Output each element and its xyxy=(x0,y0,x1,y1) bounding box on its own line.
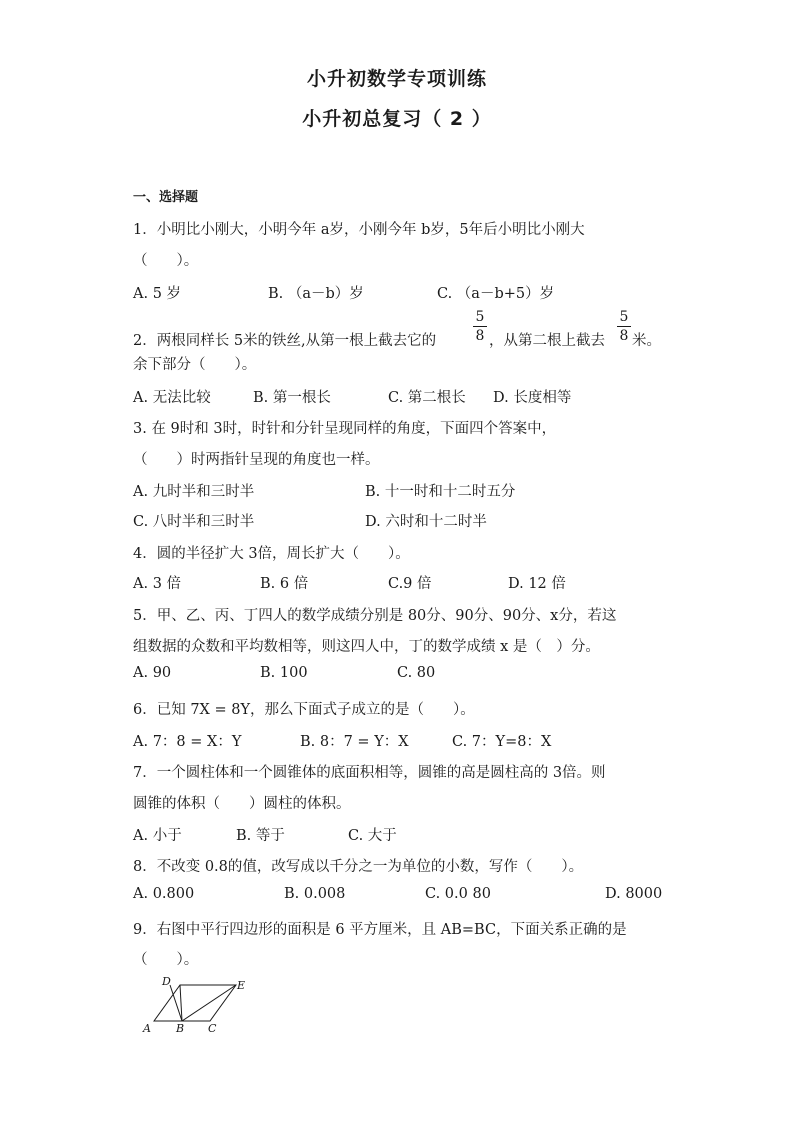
question-1-text: 1．小明比小刚大，小明今年 a岁，小刚今年 b岁，5年后小明比小刚大 xyxy=(133,222,585,238)
q2-fraction-1 xyxy=(473,309,487,344)
question-1-blank: （ ）。 xyxy=(133,253,199,269)
question-3-blank: （ ）时两指针呈现的角度也一样。 xyxy=(133,452,380,468)
q6-option-a: A. 7：8 = X：Y xyxy=(133,734,242,750)
question-7-text-line1: 7．一个圆柱体和一个圆锥体的底面积相等，圆锥的高是圆柱高的 3倍。则 xyxy=(133,765,606,781)
q1-option-c: C. （a－b+5）岁 xyxy=(437,286,555,302)
question-2-text-part1: 2．两根同样长 5米的铁丝,从第一根上截去它的 xyxy=(133,333,437,349)
q2-fraction-2-numerator: 5 xyxy=(619,309,629,325)
question-9-text: 9．右图中平行四边形的面积是 6 平方厘米，且 AB=BC，下面关系正确的是 xyxy=(133,922,627,938)
q3-option-b: B. 十一时和十二时五分 xyxy=(365,484,516,500)
q5-option-b: B. 100 xyxy=(260,665,308,681)
fraction-bar xyxy=(473,326,487,327)
q7-option-a: A. 小于 xyxy=(133,828,182,844)
question-2-blank: 余下部分（ ）。 xyxy=(133,357,257,373)
q2-option-a: A. 无法比较 xyxy=(133,390,211,406)
q6-option-c: C. 7：Y=8：X xyxy=(452,734,552,750)
q2-option-d: D. 长度相等 xyxy=(493,390,572,406)
page-title: 小升初数学专项训练 xyxy=(306,68,487,90)
q7-option-c: C. 大于 xyxy=(348,828,397,844)
q2-option-c: C. 第二根长 xyxy=(388,390,466,406)
question-2-text-part2: ，从第二根上截去 xyxy=(489,333,605,349)
parallelogram-outline xyxy=(154,985,236,1021)
section-heading: 一、选择题 xyxy=(133,190,199,205)
q2-option-b: B. 第一根长 xyxy=(253,390,331,406)
q4-option-a: A. 3 倍 xyxy=(133,576,182,592)
q1-option-a: A. 5 岁 xyxy=(133,286,182,302)
q3-option-c: C. 八时半和三时半 xyxy=(133,514,255,530)
q2-fraction-1-numerator: 5 xyxy=(475,309,485,325)
question-8-text: 8．不改变 0.8的值，改写成以千分之一为单位的小数，写作（ ）。 xyxy=(133,859,584,875)
q4-option-d: D. 12 倍 xyxy=(508,576,566,592)
q8-option-c: C. 0.0 80 xyxy=(425,886,491,902)
parallelogram-figure xyxy=(140,976,250,1036)
segment-be xyxy=(182,985,236,1021)
label-c: C xyxy=(208,1022,217,1035)
question-2-text-part3: 米。 xyxy=(632,333,661,349)
q8-option-d: D. 8000 xyxy=(605,886,663,902)
q2-fraction-2 xyxy=(617,309,631,344)
question-5-text-line1: 5．甲、乙、丙、丁四人的数学成绩分别是 80分、90分、90分、x分，若这 xyxy=(133,608,617,624)
page-subtitle: 小升初总复习（ 2 ） xyxy=(302,108,492,130)
label-b: B xyxy=(176,1022,185,1035)
q3-option-a: A. 九时半和三时半 xyxy=(133,484,255,500)
question-4-text: 4．圆的半径扩大 3倍，周长扩大（ ）。 xyxy=(133,546,410,562)
q7-option-b: B. 等于 xyxy=(236,828,285,844)
question-7-text-line2: 圆锥的体积（ ）圆柱的体积。 xyxy=(133,796,351,812)
q4-option-c: C.9 倍 xyxy=(388,576,432,592)
question-6-text: 6．已知 7X = 8Y，那么下面式子成立的是（ ）。 xyxy=(133,702,475,718)
q6-option-b: B. 8：7 = Y：X xyxy=(300,734,409,750)
q8-option-a: A. 0.800 xyxy=(133,886,195,902)
question-5-text-line2: 组数据的众数和平均数相等，则这四人中，丁的数学成绩 x 是（ ）分。 xyxy=(133,639,600,655)
label-d: D xyxy=(162,976,171,988)
q4-option-b: B. 6 倍 xyxy=(260,576,309,592)
q2-fraction-1-denominator: 8 xyxy=(475,328,485,344)
q5-option-c: C. 80 xyxy=(397,665,436,681)
q2-fraction-2-denominator: 8 xyxy=(619,328,629,344)
question-3-text: 3. 在 9时和 3时，时针和分针呈现同样的角度，下面四个答案中， xyxy=(133,421,557,437)
fraction-bar xyxy=(617,326,631,327)
question-9-blank: （ ）。 xyxy=(133,952,199,968)
q1-option-b: B. （a－b）岁 xyxy=(268,286,364,302)
q5-option-a: A. 90 xyxy=(133,665,172,681)
label-e: E xyxy=(237,979,246,992)
q8-option-b: B. 0.008 xyxy=(284,886,346,902)
q3-option-d: D. 六时和十二时半 xyxy=(365,514,487,530)
label-a: A xyxy=(143,1022,151,1035)
